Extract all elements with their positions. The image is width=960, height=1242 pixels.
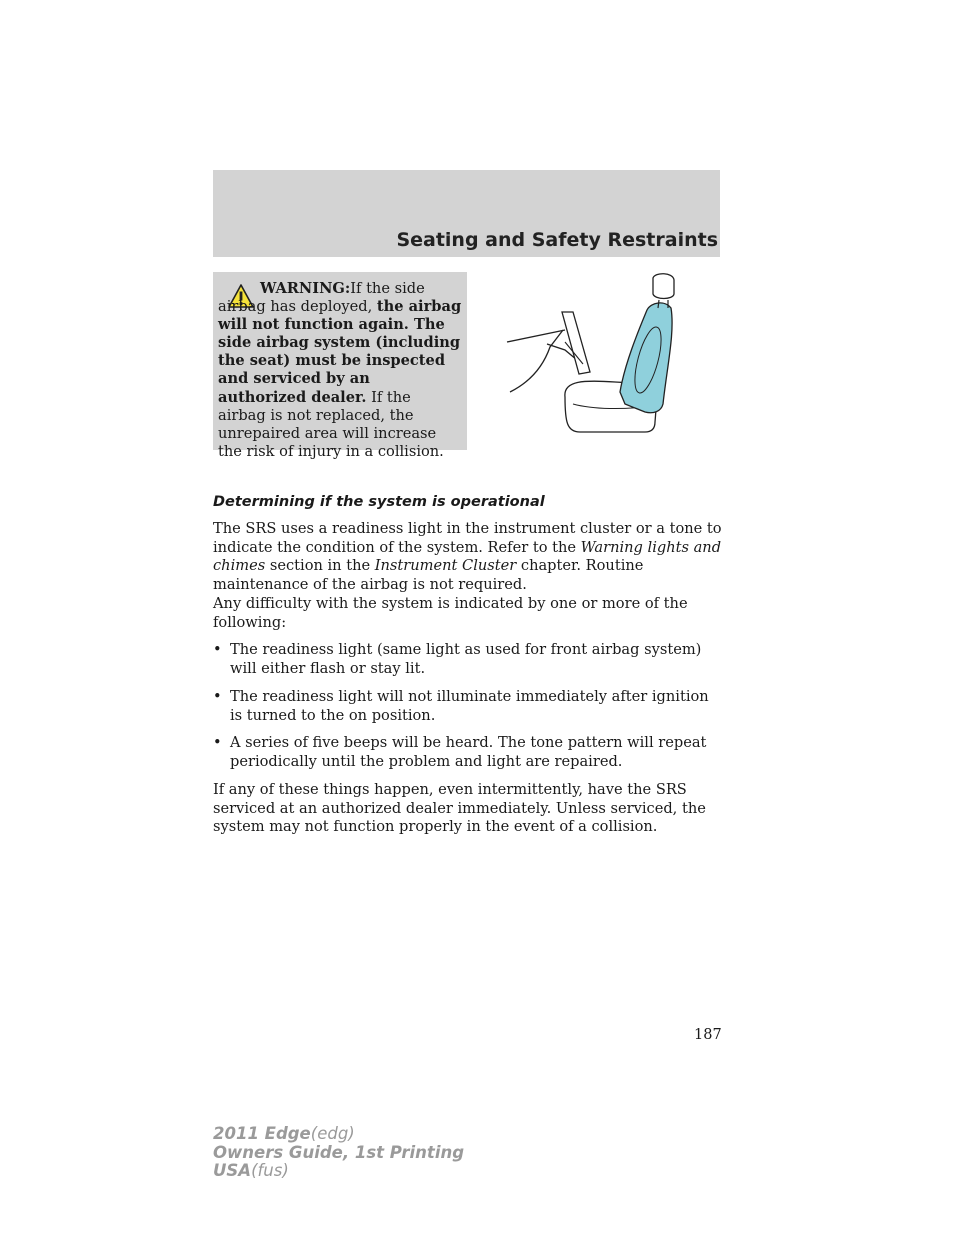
paragraph-readiness-light [213, 520, 723, 594]
list-item [213, 688, 723, 725]
list-item [213, 734, 723, 771]
footer-line-1 [213, 1125, 464, 1144]
bullet-dot: • [213, 688, 222, 705]
subheading: Determining if the system is operational [213, 494, 545, 510]
warning-bold-text: the airbag will not function again. The side airbag system (including the seat) must be inspected and serviced by an authorized dealer. [218, 298, 462, 406]
footer [213, 1125, 464, 1181]
warning-text-2: If the airbag is not replaced, the unrepaired area will increase the risk of injury in a collision. [218, 388, 444, 460]
warning-text-1: If the side airbag has deployed, [218, 280, 425, 316]
footer-region-code: (fus) [251, 1161, 289, 1180]
warning-label: WARNING: [260, 280, 351, 297]
list-item [213, 641, 723, 678]
para1-text-b: section in the [269, 557, 371, 575]
footer-line-2: Owners Guide, 1st Printing [213, 1142, 465, 1162]
warning-box [213, 272, 467, 460]
reference-warning-lights: Warning lights and chimes [213, 538, 722, 575]
footer-model: 2011 Edge [213, 1124, 311, 1143]
footer-model-code: (edg) [310, 1124, 355, 1143]
list-item-text: The readiness light will not illuminate immediately after ignition is turned to the on position. [230, 688, 709, 724]
page-number: 187 [694, 1027, 722, 1043]
section-title: Seating and Safety Restraints [396, 229, 718, 251]
warning-text [218, 280, 463, 461]
para1-text-c: chapter. Routine maintenance of the airbag is not required. [213, 557, 644, 593]
footer-region: USA [213, 1161, 252, 1180]
footer-line-3 [213, 1162, 464, 1181]
bullet-dot: • [213, 734, 222, 751]
bullet-dot: • [213, 641, 222, 658]
reference-instrument-cluster: Instrument Cluster [374, 557, 517, 575]
list-item-text: The readiness light (same light as used for front airbag system) will either flash or stay lit. [230, 641, 702, 677]
paragraph-service: If any of these things happen, even intermittently, have the SRS serviced at an authorized dealer immediately. Unless serviced, the system may not function properly in the event of a collision. [213, 781, 706, 836]
list-item-text: A series of five beeps will be heard. The tone pattern will repeat periodically until the problem and light are repaired. [230, 734, 707, 770]
section-header-band [213, 170, 720, 257]
side-airbag-seat-illustration [505, 272, 685, 437]
para1-text-a: The SRS uses a readiness light in the instrument cluster or a tone to indicate the condition of the system. Refer to the [213, 520, 722, 556]
paragraph-difficulty: Any difficulty with the system is indicated by one or more of the following: [213, 595, 688, 631]
